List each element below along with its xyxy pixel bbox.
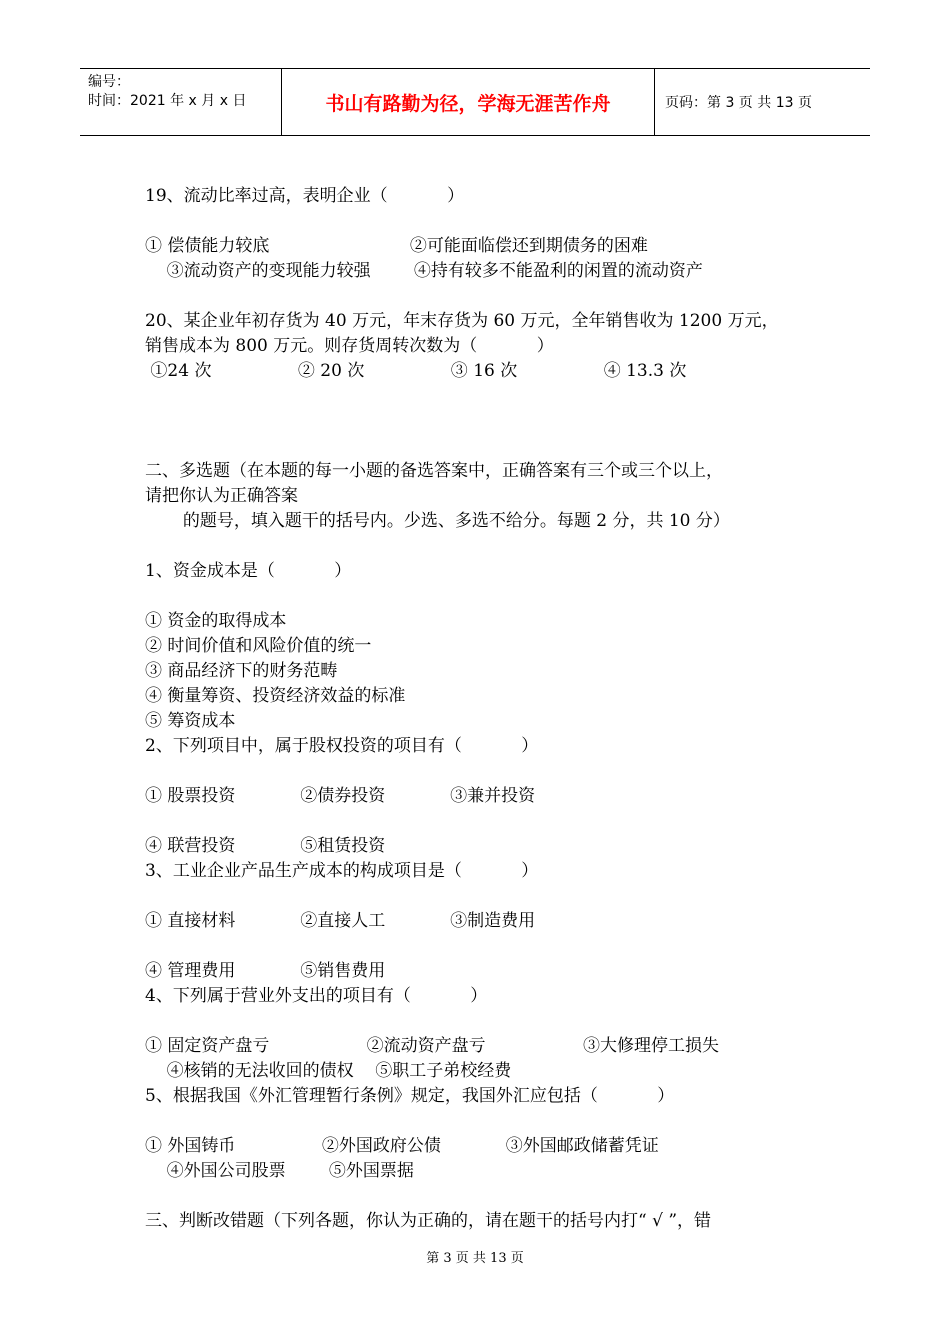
- text-line: 4、下列属于营业外支出的项目有（ ）: [145, 986, 488, 1006]
- text-line: ④ 衡量筹资、投资经济效益的标准: [145, 686, 406, 706]
- text-line: [145, 434, 835, 459]
- text-line: ④ 管理费用 ⑤销售费用: [145, 961, 386, 981]
- text-line: ⑤ 筹资成本: [145, 711, 236, 731]
- header-motto: 书山有路勤为径，学海无涯苦作舟: [325, 92, 611, 115]
- text-line: ④ 联营投资 ⑤租赁投资: [145, 836, 386, 856]
- text-line: ① 偿债能力较底 ②可能面临偿还到期债务的困难: [145, 236, 648, 256]
- page-footer: 第 3 页 共 13 页: [426, 1251, 524, 1266]
- text-line: ② 时间价值和风险价值的统一: [145, 636, 372, 656]
- text-line: ①24 次 ② 20 次 ③ 16 次 ④ 13.3 次: [145, 361, 687, 381]
- text-line: 3、工业企业产品生产成本的构成项目是（ ）: [145, 861, 539, 881]
- header-motto-cell: [282, 69, 655, 135]
- text-line: 2、下列项目中，属于股权投资的项目有（ ）: [145, 736, 539, 756]
- page-header: [80, 68, 870, 136]
- header-page-cell: [655, 69, 870, 135]
- text-line: 1、资金成本是（ ）: [145, 561, 352, 581]
- text-line: ④外国公司股票 ⑤外国票据: [145, 1161, 414, 1181]
- text-line: [145, 1184, 835, 1209]
- text-line: ① 固定资产盘亏 ②流动资产盘亏 ③大修理停工损失: [145, 1036, 719, 1056]
- text-line: [145, 1109, 835, 1134]
- document-time-label: 时间：2021 年 x 月 x 日: [88, 93, 247, 109]
- text-line: [145, 584, 835, 609]
- text-line: 5、根据我国《外汇管理暂行条例》规定，我国外汇应包括（ ）: [145, 1086, 675, 1106]
- document-number-label: 编号：: [88, 74, 130, 90]
- text-line: ① 股票投资 ②债券投资 ③兼并投资: [145, 786, 536, 806]
- text-line: [145, 209, 835, 234]
- header-page-info: 页码：第 3 页 共 13 页: [665, 95, 812, 111]
- text-line: ③流动资产的变现能力较强 ④持有较多不能盈利的闲置的流动资产: [145, 261, 703, 281]
- text-line: [145, 884, 835, 909]
- text-line: 的题号，填入题干的括号内。少选、多选不给分。每题 2 分，共 10 分）: [145, 511, 730, 531]
- text-line: 销售成本为 800 万元。则存货周转次数为（ ）: [145, 336, 554, 356]
- text-line: 19、流动比率过高，表明企业（ ）: [145, 186, 465, 206]
- text-line: ④核销的无法收回的债权 ⑤职工子弟校经费: [145, 1061, 512, 1081]
- text-line: ① 资金的取得成本: [145, 611, 287, 631]
- text-line: ③ 商品经济下的财务范畴: [145, 661, 338, 681]
- text-line: [145, 934, 835, 959]
- text-line: 请把你认为正确答案: [145, 486, 298, 506]
- document-body: [145, 184, 835, 1234]
- text-line: [145, 534, 835, 559]
- text-line: ① 直接材料 ②直接人工 ③制造费用: [145, 911, 536, 931]
- text-line: 20、某企业年初存货为 40 万元，年末存货为 60 万元，全年销售收为 1200 万元，: [145, 311, 779, 331]
- text-line: [145, 759, 835, 784]
- text-line: [145, 284, 835, 309]
- text-line: [145, 1009, 835, 1034]
- text-line: [145, 809, 835, 834]
- section-heading: 三、判断改错题（下列各题，你认为正确的，请在题干的括号内打“ √ ”，错: [145, 1211, 712, 1231]
- text-line: [145, 384, 835, 409]
- section-heading: 二、多选题（在本题的每一小题的备选答案中，正确答案有三个或三个以上，: [145, 461, 723, 481]
- text-line: [145, 409, 835, 434]
- text-line: ① 外国铸币 ②外国政府公债 ③外国邮政储蓄凭证: [145, 1136, 659, 1156]
- header-meta: [80, 69, 282, 135]
